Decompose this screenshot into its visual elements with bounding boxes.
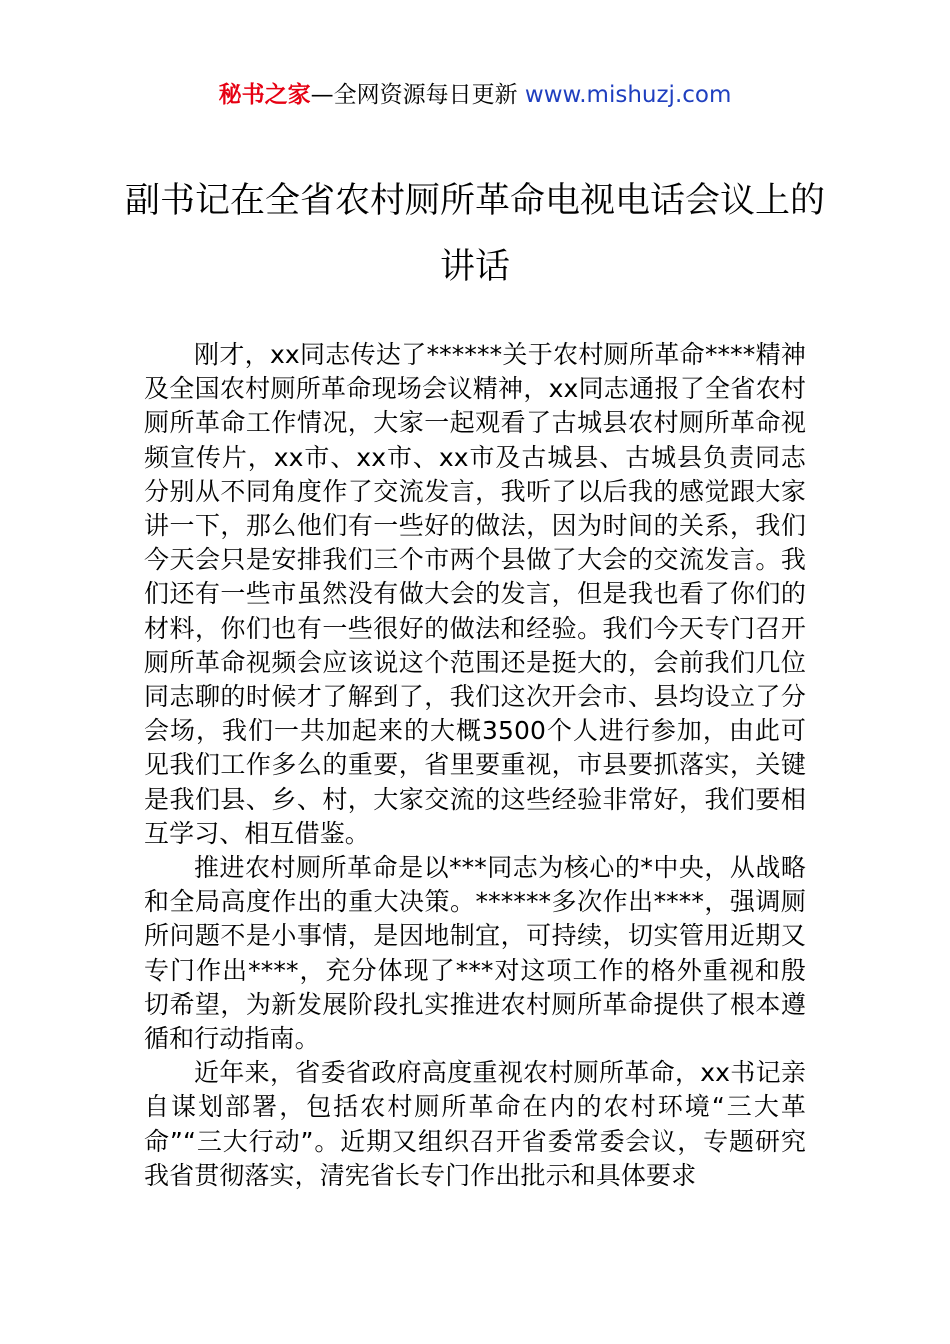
paragraph-1: 刚才，xx同志传达了******关于农村厕所革命****精神及全国农村厕所革命现场会议精神，xx同志通报了全省农村厕所革命工作情况，大家一起观看了古城县农村厕所革命视频宣传片，xx市、xx市、xx市及古城县、古城县负责同志分别从不同角度作了交流发言，我听了以后我的感觉跟大家讲一下，那么他们有一些好的做法，因为时间的关系，我们今天会只是安排我们三个市两个县做了大会的交流发言。我们还有一些市虽然没有做大会的发言，但是我也看了你们的材料，你们也有一些很好的做法和经验。我们今天专门召开厕所革命视频会应该说这个范围还是挺大的，会前我们几位同志聊的时候才了解到了，我们这次开会市、县均设立了分会场，我们一共加起来的大概3500个人进行参加，由此可见我们工作多么的重要，省里要重视，市县要抓落实，关键是我们县、乡、村，大家交流的这些经验非常好，我们要相互学习、相互借鉴。: [144, 340, 806, 848]
site-name: 秘书之家: [218, 82, 311, 108]
site-url-link[interactable]: www.mishuzj.com: [524, 82, 732, 108]
site-tagline: —全网资源每日更新: [310, 82, 525, 108]
document-body: [144, 338, 806, 1193]
paragraph-2: 推进农村厕所革命是以***同志为核心的*中央，从战略和全局高度作出的重大决策。******多次作出****，强调厕所问题不是小事情，是因地制宜，可持续，切实管用近期又专门作出****，充分体现了***对这项工作的格外重视和殷切希望，为新发展阶段扎实推进农村厕所革命提供了根本遵循和行动指南。: [144, 853, 806, 1054]
site-header: [0, 78, 950, 112]
paragraph-3: 近年来，省委省政府高度重视农村厕所革命，xx书记亲自谋划部署，包括农村厕所革命在内的农村环境“三大革命”“三大行动”。近期又组织召开省委常委会议，专题研究我省贯彻落实，清宪省长专门作出批示和具体要求: [144, 1058, 806, 1190]
document-title: 副书记在全省农村厕所革命电视电话会议上的讲话: [124, 181, 825, 287]
